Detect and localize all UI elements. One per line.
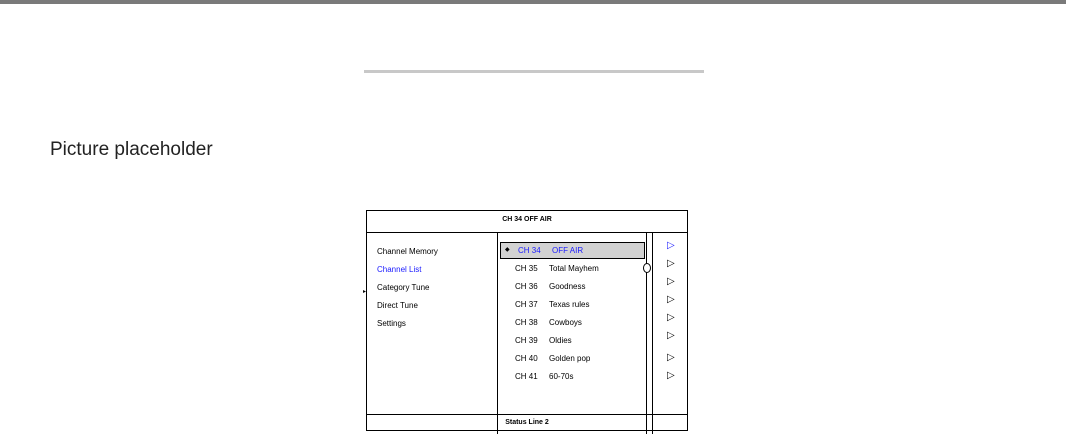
- channel-row[interactable]: [498, 332, 644, 349]
- menu-item-channel-list[interactable]: Channel List: [377, 265, 422, 274]
- menu-item-channel-memory[interactable]: Channel Memory: [377, 247, 438, 256]
- channel-name: Total Mayhem: [549, 264, 599, 273]
- channel-row[interactable]: [498, 350, 644, 367]
- play-outline-icon[interactable]: ▷: [667, 276, 675, 287]
- scrollbar-thumb[interactable]: [643, 263, 651, 273]
- radio-screen-mockup: [363, 210, 688, 431]
- play-outline-icon[interactable]: ▷: [667, 312, 675, 323]
- channel-number: CH 38: [515, 318, 538, 327]
- status-bar: [367, 414, 687, 432]
- channel-name: Goodness: [549, 282, 586, 291]
- channel-row[interactable]: [498, 260, 644, 277]
- channel-name: Golden pop: [549, 354, 591, 363]
- channel-name: Cowboys: [549, 318, 582, 327]
- play-outline-icon[interactable]: ▷: [667, 330, 675, 341]
- menu-item-category-tune[interactable]: Category Tune: [377, 283, 430, 292]
- screen-header-text: CH 34 OFF AIR: [502, 216, 552, 223]
- main-menu: [377, 247, 438, 337]
- menu-item-direct-tune[interactable]: Direct Tune: [377, 301, 418, 310]
- status-line-text: Status Line 2: [505, 419, 549, 426]
- scrollbar[interactable]: [647, 232, 653, 434]
- channel-number: CH 39: [515, 336, 538, 345]
- channel-number: CH 35: [515, 264, 538, 273]
- top-divider: [0, 0, 1066, 4]
- channel-number: CH 36: [515, 282, 538, 291]
- channel-number: CH 40: [515, 354, 538, 363]
- channel-name: 60-70s: [549, 372, 574, 381]
- channel-row[interactable]: [498, 278, 644, 295]
- channel-number: CH 34: [518, 246, 541, 255]
- channel-name: Oldies: [549, 336, 572, 345]
- channel-row[interactable]: [498, 314, 644, 331]
- play-outline-icon[interactable]: ▷: [667, 240, 675, 251]
- section-divider: [364, 70, 704, 73]
- channel-list: [497, 232, 647, 434]
- play-outline-icon[interactable]: ▷: [667, 294, 675, 305]
- channel-row[interactable]: [500, 242, 645, 259]
- play-outline-icon[interactable]: ▷: [667, 258, 675, 269]
- play-outline-icon[interactable]: ▷: [667, 370, 675, 381]
- screen-header: [367, 211, 687, 233]
- pointer-triangle-icon: ▸: [363, 289, 367, 295]
- bullet-icon: ◆: [505, 247, 510, 253]
- channel-number: CH 37: [515, 300, 538, 309]
- channel-name: Texas rules: [549, 300, 590, 309]
- menu-item-settings[interactable]: Settings: [377, 319, 406, 328]
- channel-row[interactable]: [498, 296, 644, 313]
- channel-number: CH 41: [515, 372, 538, 381]
- picture-placeholder-label: Picture placeholder: [50, 139, 213, 160]
- channel-name: OFF AIR: [552, 246, 584, 255]
- play-outline-icon[interactable]: ▷: [667, 352, 675, 363]
- channel-row[interactable]: [498, 368, 644, 385]
